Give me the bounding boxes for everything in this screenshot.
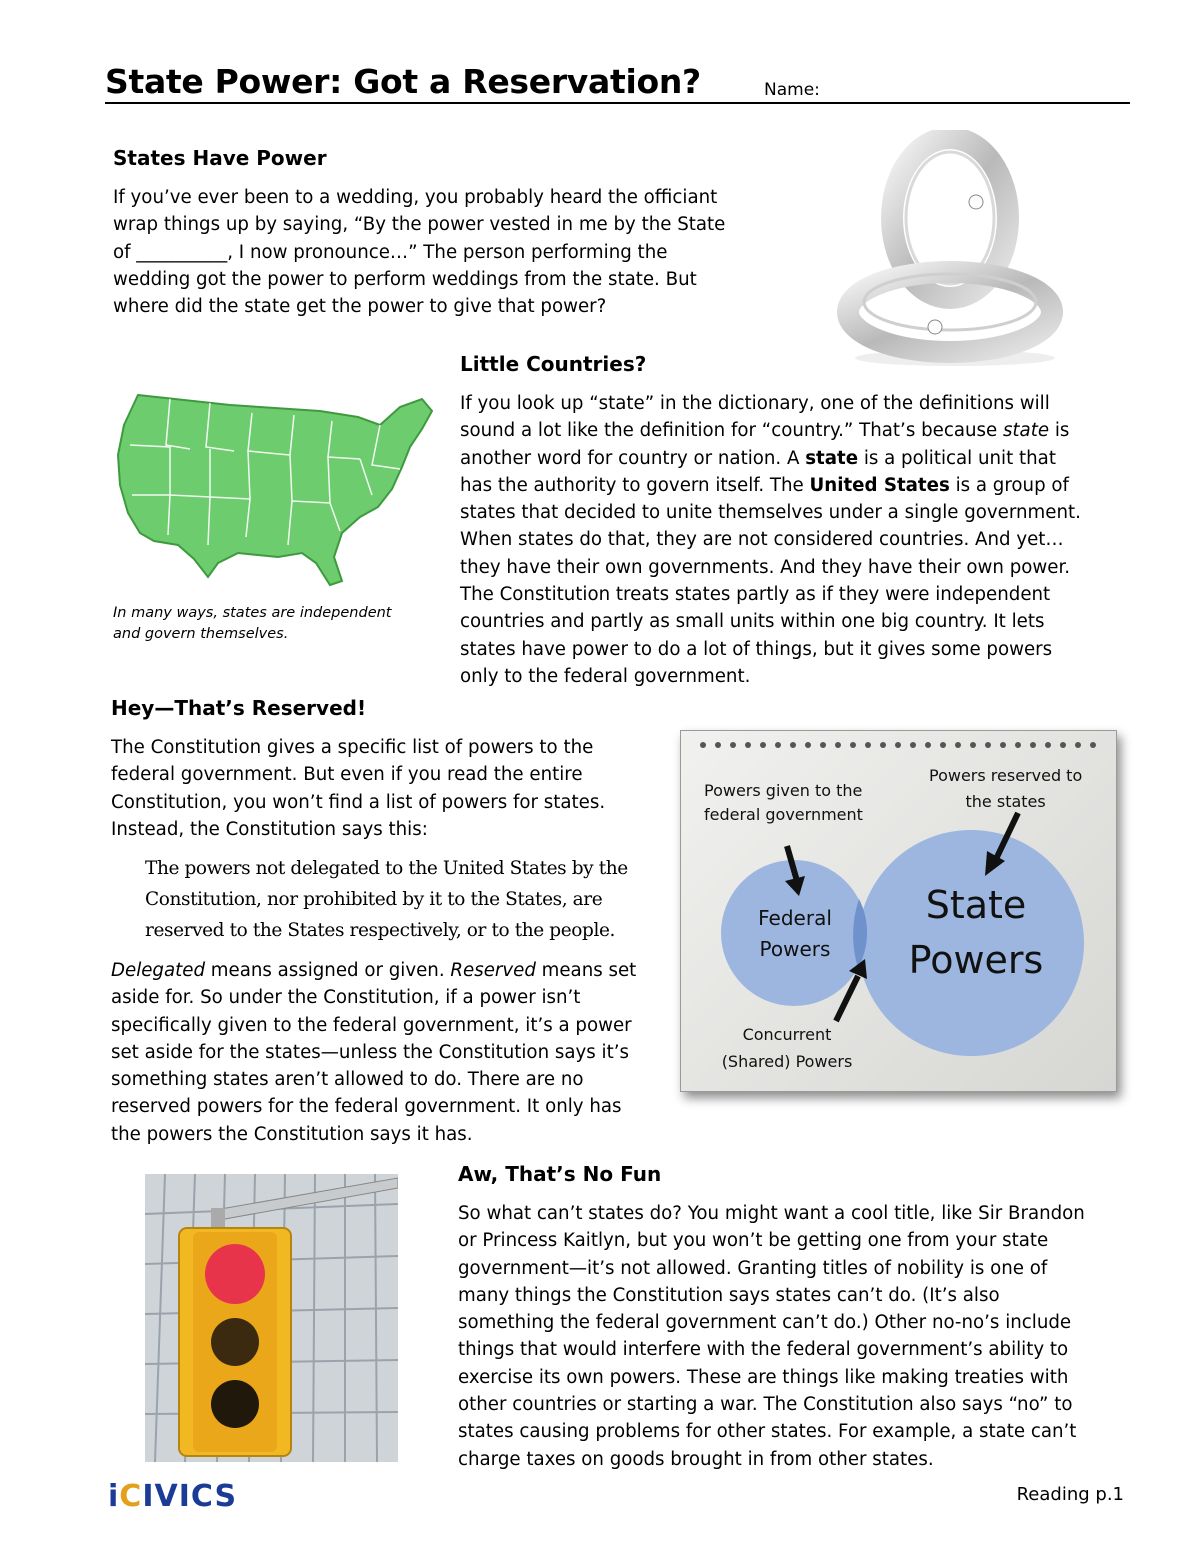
paragraph-reserved-definitions: Delegated means assigned or given. Reserved means set aside for. So under the Constitution, if a power isn’t specifically given to the federal government, it’s a power set aside for the states—unless the Constitution says it’s something states aren’t allowed to do. There are no reserved powers for the federal government. It only has the powers the Constitution says it has. bbox=[111, 960, 637, 1145]
paragraph-states-have-power: If you’ve ever been to a wedding, you probably heard the officiant wrap things up by saying, “By the power vested in me by the State of __________, I now pronounce…” The person performing the wedding got the power to perform weddings from the state. But where did the state get the power to give that power? bbox=[113, 187, 726, 318]
label-reserved-states: Powers reserved to the states bbox=[929, 766, 1083, 811]
traffic-light-image bbox=[145, 1174, 398, 1462]
icivics-logo[interactable]: iCIVICS bbox=[108, 1479, 238, 1514]
paragraph-no-fun: So what can’t states do? You might want a cool title, like Sir Brandon or Princess Kaitlyn, but you won’t be getting one from your state government—it’s not allowed. Granting titles of nobility is one of many things the Constitution says states can’t do. (It’s also something the federal government can’t do.) Other no-no’s include things that would interfere with the federal government’s ability to exercise its own powers. These are things like making treaties with other countries or starting a war. The Constitution also says “no” to states causing problems for other states. For example, a state can’t charge taxes on goods brought in from other states. bbox=[458, 1203, 1085, 1470]
page-title: State Power: Got a Reservation? bbox=[105, 62, 701, 101]
red-light-icon bbox=[205, 1244, 265, 1304]
name-label: Name: bbox=[764, 80, 820, 100]
concurrent-powers-label: Concurrent (Shared) Powers bbox=[721, 1025, 853, 1071]
amber-light-icon bbox=[211, 1318, 259, 1366]
tenth-amendment-quote: The powers not delegated to the United States by the Constitution, nor prohibited by it to the States, are reserved to the States respectively, or to the people. bbox=[145, 858, 628, 941]
page-number: Reading p.1 bbox=[1016, 1484, 1124, 1505]
section-heading-little-countries: Little Countries? bbox=[460, 352, 647, 376]
state-powers-label: State Powers bbox=[908, 883, 1044, 982]
federal-powers-label: Federal Powers bbox=[758, 906, 832, 961]
map-caption: In many ways, states are independent and govern themselves. bbox=[113, 605, 392, 642]
green-light-icon bbox=[211, 1380, 259, 1428]
wedding-rings-image bbox=[830, 130, 1080, 370]
paragraph-little-countries: If you look up “state” in the dictionary, one of the definitions will sound a lot like the definition for “country.” That’s because state is another word for country or nation. A state is a political unit that has the authority to govern itself. The United States is a group of states that decided to unite themselves under a single government. When states do that, they are not considered countries. And yet… they have their own governments. And they have their own power. The Constitution treats states partly as if they were independent countries and partly as small units within one big country. It lets states have power to do a lot of things, but it gives some powers only to the federal government. bbox=[460, 393, 1081, 687]
paragraph-reserved-intro: The Constitution gives a specific list of powers to the federal government. But even if you read the entire Constitution, you won’t find a list of powers for states. Instead, the Constitution says this: bbox=[111, 737, 606, 840]
section-heading-no-fun: Aw, That’s No Fun bbox=[458, 1162, 662, 1186]
us-map-image bbox=[110, 385, 440, 595]
notepad-spiral bbox=[700, 742, 1096, 748]
section-heading-reserved: Hey—That’s Reserved! bbox=[111, 696, 367, 720]
name-field-line[interactable] bbox=[105, 102, 1130, 104]
venn-diagram-notepad bbox=[680, 730, 1117, 1092]
section-heading-states-have-power: States Have Power bbox=[113, 146, 327, 170]
label-federal-given: Powers given to the federal government bbox=[704, 781, 863, 824]
